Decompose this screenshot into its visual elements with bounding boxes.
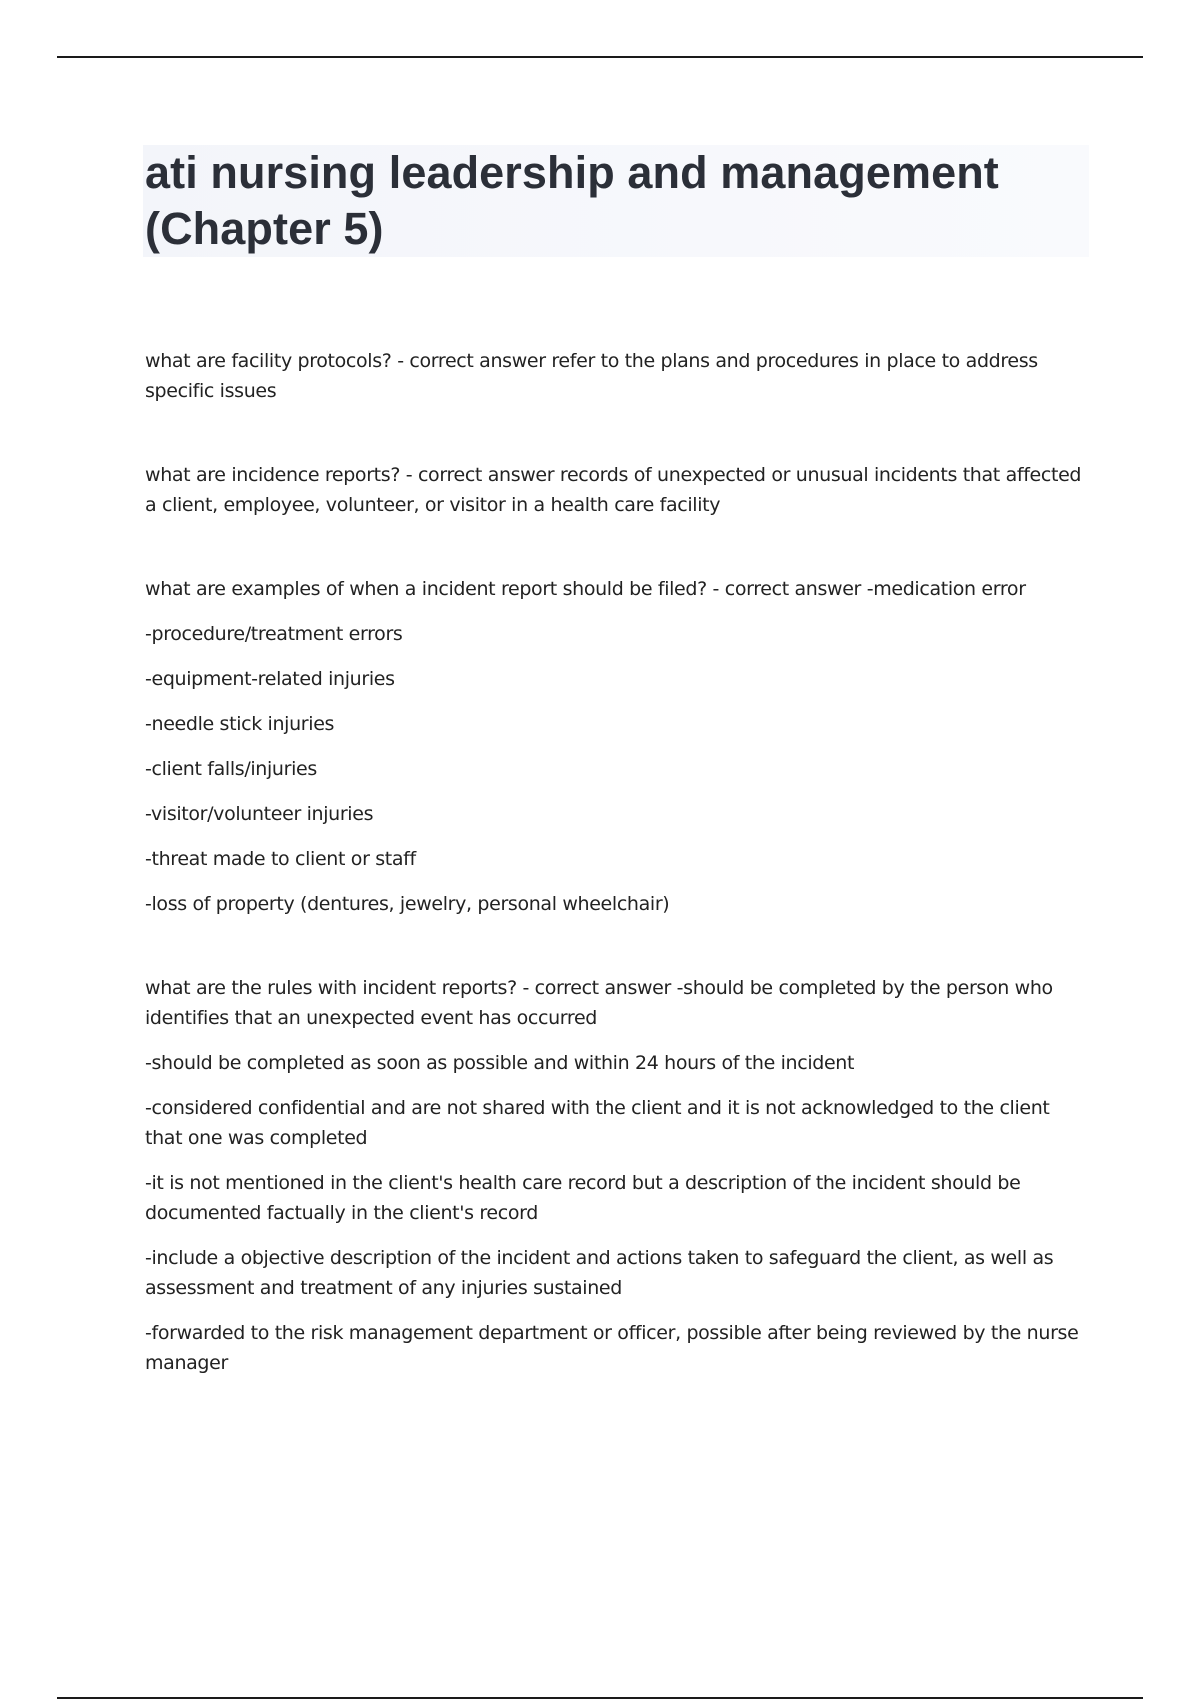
qa-list-item: -procedure/treatment errors [145,623,403,645]
qa-list-item: -threat made to client or staff [145,848,416,870]
qa-list-item: -should be completed as soon as possible and within 24 hours of the incident [145,1052,855,1074]
document-body [145,346,1089,1432]
qa-block-facility-protocols [145,346,1089,406]
title-block [143,145,1089,257]
qa-list-item: -visitor/volunteer injuries [145,803,374,825]
qa-list-item: -considered confidential and are not shared with the client and it is not acknowledged to the client that one was completed [145,1097,1050,1149]
qa-question: what are examples of when a incident report should be filed? - correct answer -medication error [145,578,1026,600]
qa-question: what are the rules with incident reports? - correct answer -should be completed by the person who identifies that an unexpected event has occurred [145,977,1053,1029]
qa-question: what are facility protocols? - correct answer refer to the plans and procedures in place to address specific issues [145,350,1038,402]
qa-block-report-examples [145,574,1089,919]
qa-list-item: -it is not mentioned in the client's health care record but a description of the incident should be documented factually in the client's record [145,1172,1021,1224]
qa-list-item: -needle stick injuries [145,713,335,735]
qa-question: what are incidence reports? - correct answer records of unexpected or unusual incidents that affected a client, employee, volunteer, or visitor in a health care facility [145,464,1082,516]
qa-list-item: -client falls/injuries [145,758,317,780]
bottom-rule [57,1697,1143,1699]
qa-list-item: -equipment-related injuries [145,668,395,690]
qa-list-item: -include a objective description of the incident and actions taken to safeguard the client, as well as assessment and treatment of any injuries sustained [145,1247,1054,1299]
qa-list-item: -loss of property (dentures, jewelry, personal wheelchair) [145,893,670,915]
qa-block-report-rules [145,973,1089,1378]
qa-block-incidence-reports [145,460,1089,520]
top-rule [57,56,1143,58]
document-title: ati nursing leadership and management (Chapter 5) [145,147,999,254]
qa-list-item: -forwarded to the risk management department or officer, possible after being reviewed by the nurse manager [145,1322,1079,1374]
